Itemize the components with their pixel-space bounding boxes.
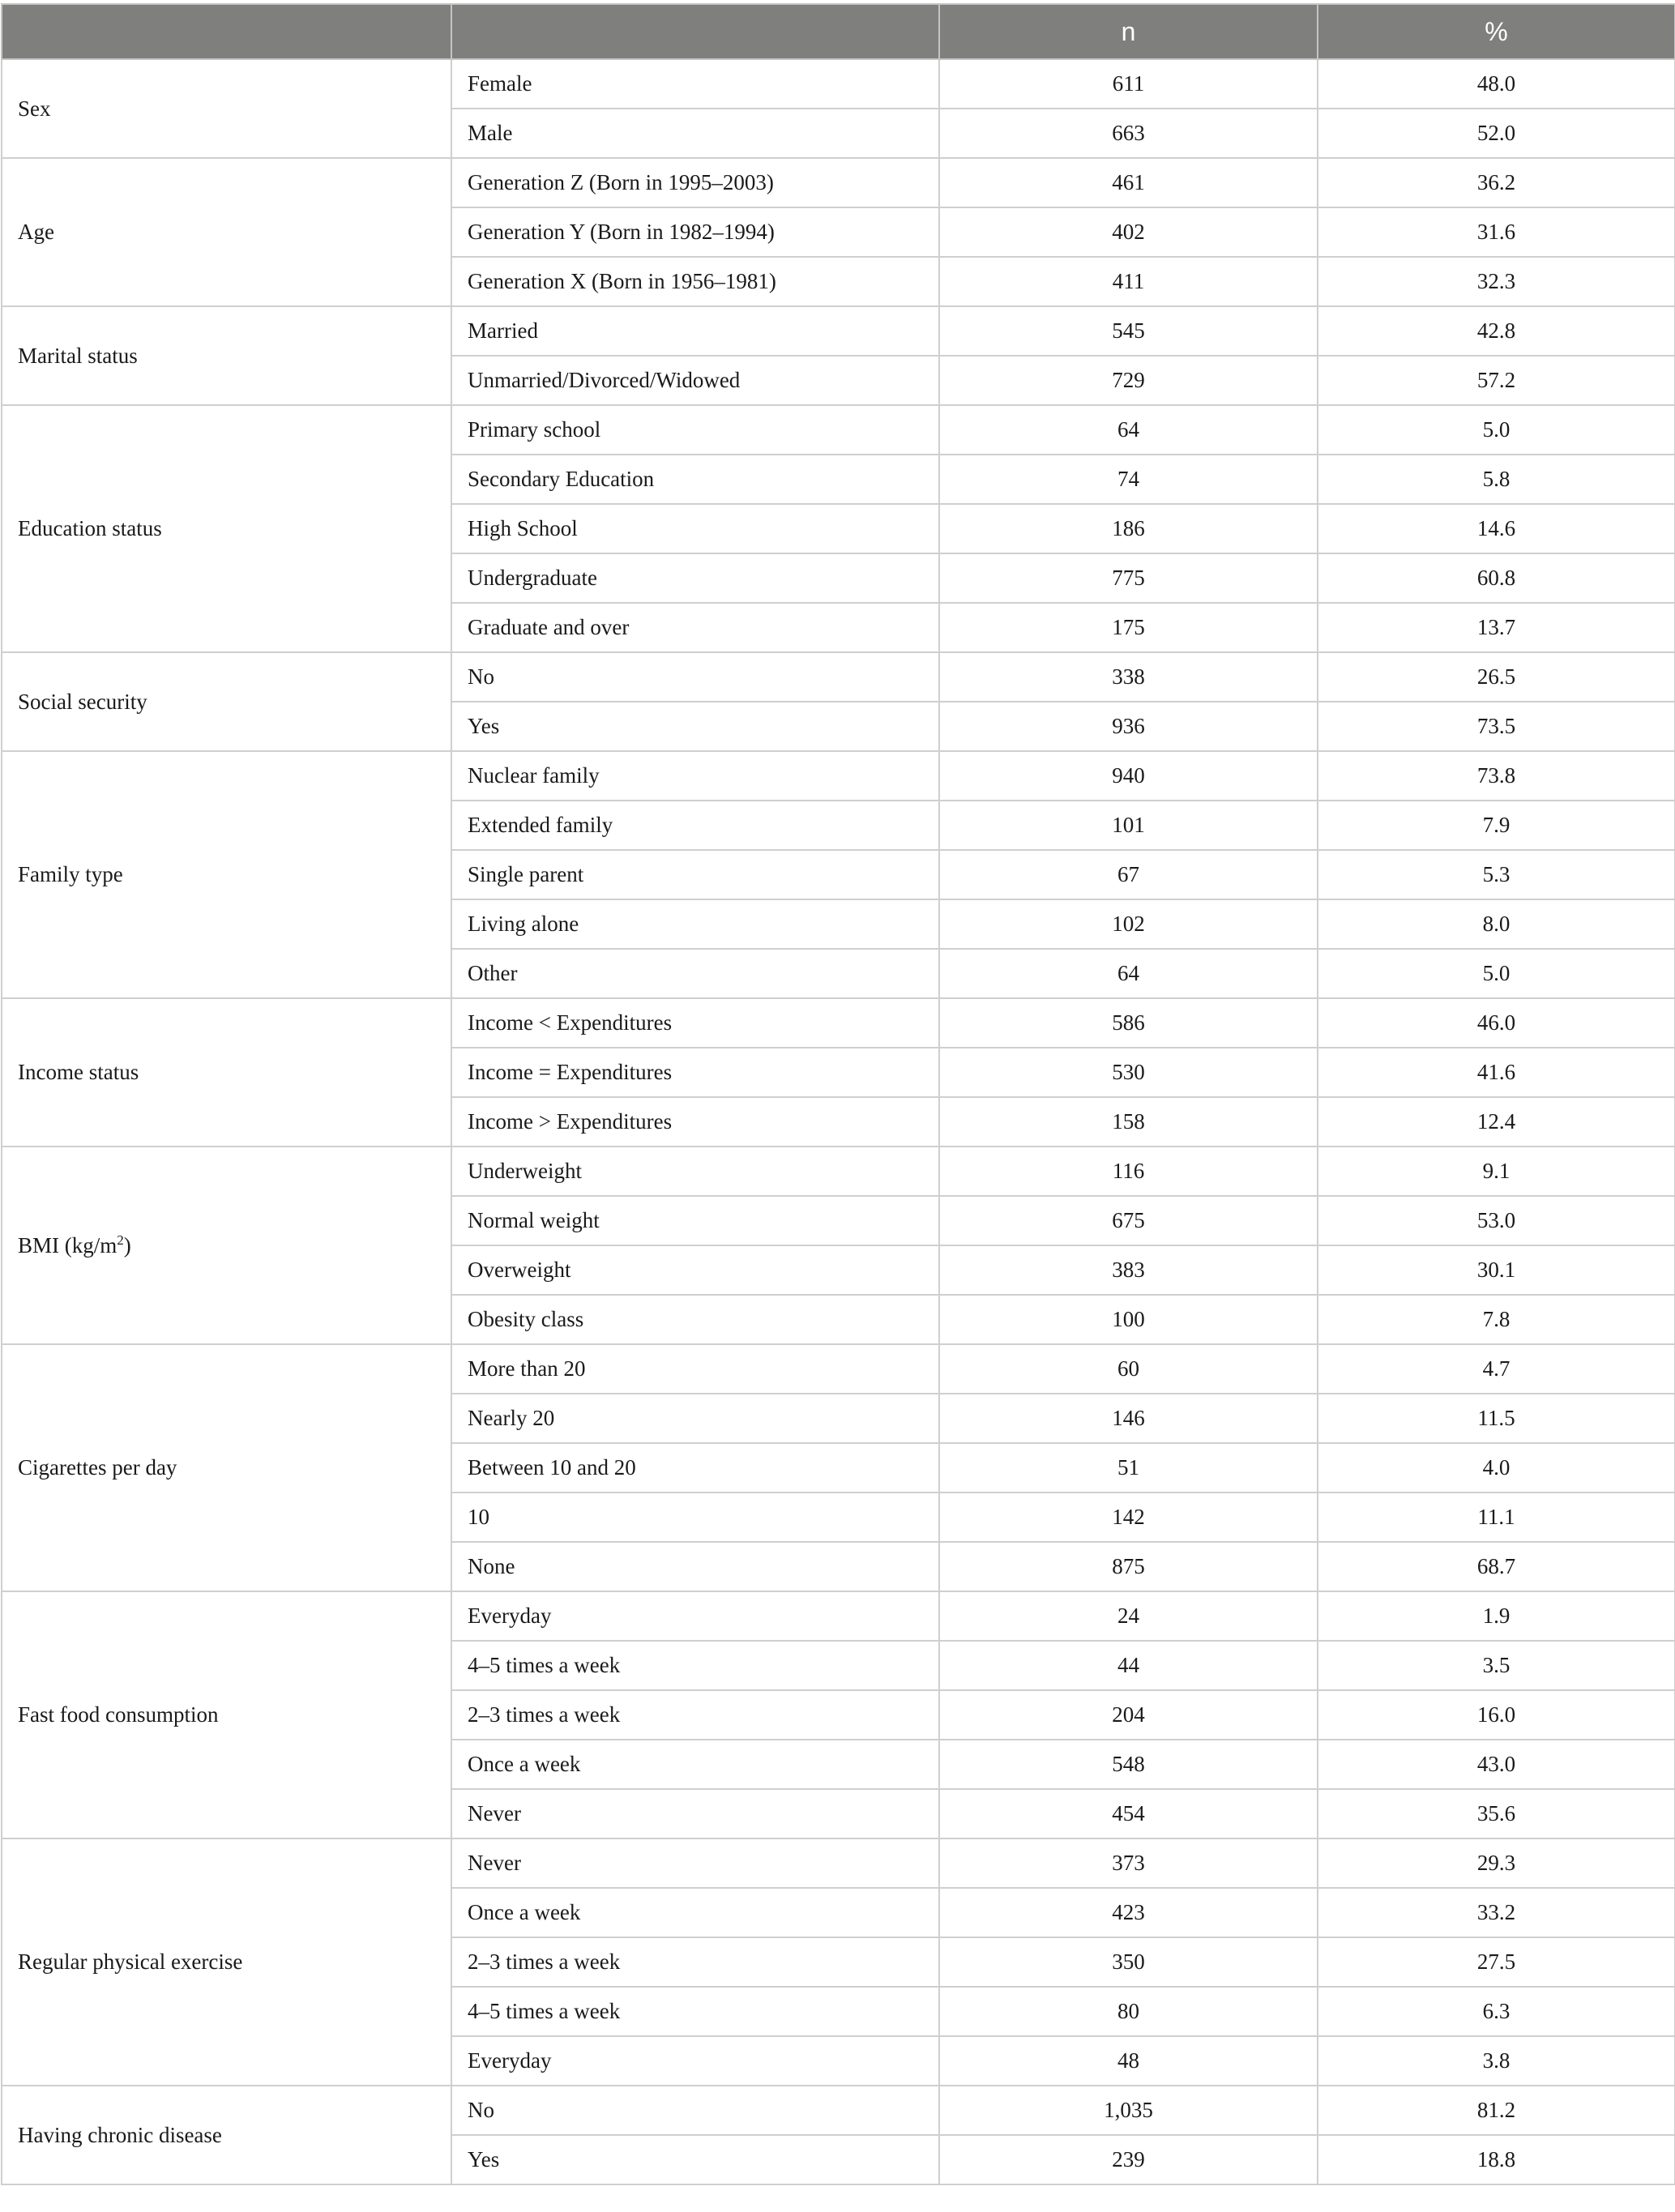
count-cell: 461	[939, 158, 1318, 207]
category-cell: None	[451, 1542, 939, 1591]
count-cell: 24	[939, 1591, 1318, 1641]
count-cell: 411	[939, 257, 1318, 306]
table-header	[2, 4, 1675, 59]
variable-cell	[2, 652, 451, 751]
count-cell: 875	[939, 1542, 1318, 1591]
count-cell: 1,035	[939, 2086, 1318, 2135]
category-cell: Yes	[451, 2135, 939, 2184]
category-cell: More than 20	[451, 1344, 939, 1394]
count-cell: 675	[939, 1196, 1318, 1245]
category-cell: Once a week	[451, 1740, 939, 1789]
header-category	[451, 4, 939, 59]
percent-cell: 18.8	[1318, 2135, 1675, 2184]
percent-cell: 52.0	[1318, 109, 1675, 158]
percent-cell: 32.3	[1318, 257, 1675, 306]
percent-cell: 5.0	[1318, 949, 1675, 998]
count-cell: 186	[939, 504, 1318, 553]
header-variable	[2, 4, 451, 59]
category-cell: 2–3 times a week	[451, 1690, 939, 1740]
category-cell: 4–5 times a week	[451, 1641, 939, 1690]
percent-cell: 7.9	[1318, 801, 1675, 850]
variable-cell	[2, 158, 451, 306]
category-cell: Income < Expenditures	[451, 998, 939, 1048]
category-cell: Other	[451, 949, 939, 998]
header-row	[2, 4, 1675, 59]
percent-cell: 33.2	[1318, 1888, 1675, 1937]
category-cell: Nuclear family	[451, 751, 939, 801]
category-cell: Overweight	[451, 1245, 939, 1295]
category-cell: Graduate and over	[451, 603, 939, 652]
variable-cell	[2, 306, 451, 405]
category-cell: Between 10 and 20	[451, 1443, 939, 1492]
percent-cell: 6.3	[1318, 1987, 1675, 2036]
percent-cell: 48.0	[1318, 59, 1675, 109]
count-cell: 101	[939, 801, 1318, 850]
count-cell: 611	[939, 59, 1318, 109]
variable-cell	[2, 751, 451, 998]
percent-cell: 3.5	[1318, 1641, 1675, 1690]
count-cell: 48	[939, 2036, 1318, 2086]
category-cell: Generation Z (Born in 1995–2003)	[451, 158, 939, 207]
variable-label: BMI (kg/m	[18, 1232, 118, 1258]
category-cell: Undergraduate	[451, 553, 939, 603]
variable-label: Cigarettes per day	[18, 1455, 177, 1480]
percent-cell: 11.1	[1318, 1492, 1675, 1542]
count-cell: 67	[939, 850, 1318, 899]
category-cell: Nearly 20	[451, 1394, 939, 1443]
percent-cell: 4.7	[1318, 1344, 1675, 1394]
count-cell: 146	[939, 1394, 1318, 1443]
percent-cell: 73.8	[1318, 751, 1675, 801]
percent-cell: 8.0	[1318, 899, 1675, 949]
count-cell: 80	[939, 1987, 1318, 2036]
variable-cell	[2, 998, 451, 1147]
category-cell: Male	[451, 109, 939, 158]
percent-cell: 53.0	[1318, 1196, 1675, 1245]
table-row	[2, 2086, 1675, 2135]
percent-cell: 35.6	[1318, 1789, 1675, 1838]
count-cell: 373	[939, 1838, 1318, 1888]
category-cell: Everyday	[451, 2036, 939, 2086]
count-cell: 545	[939, 306, 1318, 356]
category-cell: Underweight	[451, 1147, 939, 1196]
category-cell: Unmarried/Divorced/Widowed	[451, 356, 939, 405]
percent-cell: 5.3	[1318, 850, 1675, 899]
count-cell: 116	[939, 1147, 1318, 1196]
variable-label-suffix: )	[123, 1232, 131, 1258]
table-row	[2, 306, 1675, 356]
variable-cell	[2, 405, 451, 652]
category-cell: 4–5 times a week	[451, 1987, 939, 2036]
count-cell: 936	[939, 702, 1318, 751]
count-cell: 775	[939, 553, 1318, 603]
header-percent: %	[1318, 4, 1675, 59]
percent-cell: 29.3	[1318, 1838, 1675, 1888]
count-cell: 454	[939, 1789, 1318, 1838]
count-cell: 64	[939, 405, 1318, 455]
count-cell: 74	[939, 455, 1318, 504]
count-cell: 940	[939, 751, 1318, 801]
percent-cell: 30.1	[1318, 1245, 1675, 1295]
percent-cell: 13.7	[1318, 603, 1675, 652]
percent-cell: 26.5	[1318, 652, 1675, 702]
category-cell: Generation X (Born in 1956–1981)	[451, 257, 939, 306]
count-cell: 383	[939, 1245, 1318, 1295]
category-cell: Single parent	[451, 850, 939, 899]
percent-cell: 42.8	[1318, 306, 1675, 356]
variable-label: Marital status	[18, 343, 138, 368]
table-row	[2, 1147, 1675, 1196]
percent-cell: 5.8	[1318, 455, 1675, 504]
percent-cell: 41.6	[1318, 1048, 1675, 1097]
variable-cell	[2, 1591, 451, 1838]
count-cell: 548	[939, 1740, 1318, 1789]
percent-cell: 7.8	[1318, 1295, 1675, 1344]
variable-cell	[2, 59, 451, 158]
percent-cell: 9.1	[1318, 1147, 1675, 1196]
category-cell: Extended family	[451, 801, 939, 850]
percent-cell: 68.7	[1318, 1542, 1675, 1591]
table-row	[2, 1838, 1675, 1888]
category-cell: No	[451, 2086, 939, 2135]
count-cell: 60	[939, 1344, 1318, 1394]
table-row	[2, 59, 1675, 109]
percent-cell: 81.2	[1318, 2086, 1675, 2135]
count-cell: 586	[939, 998, 1318, 1048]
category-cell: Married	[451, 306, 939, 356]
count-cell: 402	[939, 207, 1318, 257]
count-cell: 663	[939, 109, 1318, 158]
count-cell: 64	[939, 949, 1318, 998]
count-cell: 239	[939, 2135, 1318, 2184]
count-cell: 102	[939, 899, 1318, 949]
variable-cell	[2, 1838, 451, 2086]
variable-cell	[2, 1344, 451, 1591]
category-cell: High School	[451, 504, 939, 553]
category-cell: Female	[451, 59, 939, 109]
percent-cell: 46.0	[1318, 998, 1675, 1048]
percent-cell: 11.5	[1318, 1394, 1675, 1443]
percent-cell: 36.2	[1318, 158, 1675, 207]
variable-label: Fast food consumption	[18, 1702, 219, 1727]
variable-label: Income status	[18, 1060, 139, 1084]
table-row	[2, 1344, 1675, 1394]
category-cell: Normal weight	[451, 1196, 939, 1245]
percent-cell: 60.8	[1318, 553, 1675, 603]
header-n: n	[939, 4, 1318, 59]
count-cell: 338	[939, 652, 1318, 702]
variable-label: Family type	[18, 862, 123, 886]
category-cell: Obesity class	[451, 1295, 939, 1344]
category-cell: Never	[451, 1789, 939, 1838]
percent-cell: 14.6	[1318, 504, 1675, 553]
count-cell: 423	[939, 1888, 1318, 1937]
category-cell: Income = Expenditures	[451, 1048, 939, 1097]
variable-label-superscript: 2	[117, 1232, 124, 1248]
count-cell: 51	[939, 1443, 1318, 1492]
variable-cell	[2, 2086, 451, 2184]
category-cell: Income > Expenditures	[451, 1097, 939, 1147]
category-cell: 2–3 times a week	[451, 1937, 939, 1987]
percent-cell: 43.0	[1318, 1740, 1675, 1789]
variable-label: Regular physical exercise	[18, 1949, 243, 1974]
variable-label: Education status	[18, 516, 162, 540]
table-row	[2, 158, 1675, 207]
count-cell: 530	[939, 1048, 1318, 1097]
percent-cell: 12.4	[1318, 1097, 1675, 1147]
table-body	[2, 59, 1675, 2184]
category-cell: Primary school	[451, 405, 939, 455]
percent-cell: 57.2	[1318, 356, 1675, 405]
percent-cell: 3.8	[1318, 2036, 1675, 2086]
table-row	[2, 998, 1675, 1048]
category-cell: Everyday	[451, 1591, 939, 1641]
variable-label: Having chronic disease	[18, 2122, 222, 2147]
count-cell: 158	[939, 1097, 1318, 1147]
count-cell: 175	[939, 603, 1318, 652]
variable-label: Sex	[18, 96, 51, 121]
category-cell: 10	[451, 1492, 939, 1542]
category-cell: No	[451, 652, 939, 702]
category-cell: Generation Y (Born in 1982–1994)	[451, 207, 939, 257]
table-row	[2, 1591, 1675, 1641]
demographics-table	[1, 3, 1675, 2185]
category-cell: Living alone	[451, 899, 939, 949]
percent-cell: 4.0	[1318, 1443, 1675, 1492]
variable-cell	[2, 1147, 451, 1344]
count-cell: 100	[939, 1295, 1318, 1344]
count-cell: 204	[939, 1690, 1318, 1740]
category-cell: Never	[451, 1838, 939, 1888]
percent-cell: 27.5	[1318, 1937, 1675, 1987]
category-cell: Secondary Education	[451, 455, 939, 504]
percent-cell: 1.9	[1318, 1591, 1675, 1641]
percent-cell: 16.0	[1318, 1690, 1675, 1740]
category-cell: Once a week	[451, 1888, 939, 1937]
count-cell: 44	[939, 1641, 1318, 1690]
count-cell: 350	[939, 1937, 1318, 1987]
table-row	[2, 652, 1675, 702]
table-row	[2, 751, 1675, 801]
percent-cell: 31.6	[1318, 207, 1675, 257]
count-cell: 142	[939, 1492, 1318, 1542]
variable-label: Social security	[18, 689, 147, 714]
table-row	[2, 405, 1675, 455]
percent-cell: 73.5	[1318, 702, 1675, 751]
percent-cell: 5.0	[1318, 405, 1675, 455]
category-cell: Yes	[451, 702, 939, 751]
count-cell: 729	[939, 356, 1318, 405]
variable-label: Age	[18, 220, 54, 244]
